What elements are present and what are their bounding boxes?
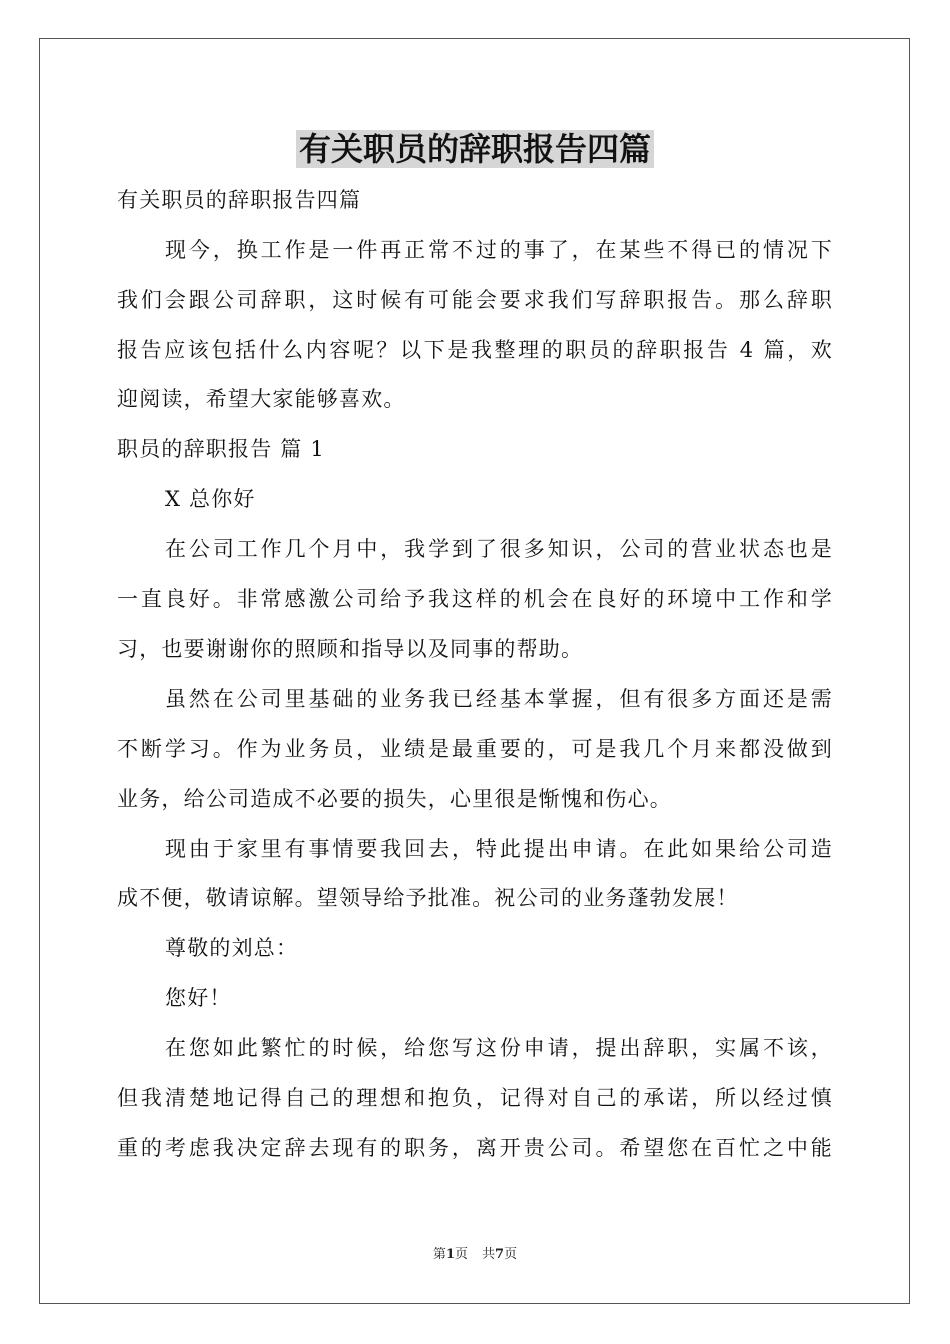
page-suffix: 页 (454, 1247, 468, 1262)
paragraph-line: 现由于家里有事情要我回去，特此提出申请。在此如果给公司造 (165, 837, 833, 861)
paragraph-line: 成不便，敬请谅解。望领导给予批准。祝公司的业务蓬勃发展！ (117, 886, 739, 910)
page-prefix: 第 (432, 1247, 446, 1262)
document-title (0, 127, 950, 171)
section-heading: 职员的辞职报告 篇 1 (117, 437, 325, 461)
paragraph-line: 现今，换工作是一件再正常不过的事了，在某些不得已的情况下 (165, 238, 833, 262)
paragraph-line: 习，也要谢谢你的照顾和指导以及同事的帮助。 (117, 637, 584, 661)
paragraph-line: 重的考虑我决定辞去现有的职务，离开贵公司。希望您在百忙之中能 (117, 1136, 833, 1160)
page-footer (0, 1246, 950, 1264)
greeting-line: 您好！ (165, 986, 232, 1010)
paragraph-line: 迎阅读，希望大家能够喜欢。 (117, 387, 406, 411)
subtitle-line: 有关职员的辞职报告四篇 (117, 188, 362, 212)
paragraph-line: 在您如此繁忙的时候，给您写这份申请，提出辞职，实属不该， (165, 1036, 833, 1060)
paragraph-line: 业务，给公司造成不必要的损失，心里很是惭愧和伤心。 (117, 787, 672, 811)
page-border (39, 38, 910, 1304)
document-title-text: 有关职员的辞职报告四篇 (296, 130, 654, 168)
paragraph-line: 但我清楚地记得自己的理想和抱负，记得对自己的承诺，所以经过慎 (117, 1086, 833, 1110)
paragraph-line: 虽然在公司里基础的业务我已经基本掌握，但有很多方面还是需 (165, 687, 833, 711)
salutation-line: 尊敬的刘总： (165, 936, 299, 960)
salutation-line: X 总你好 (165, 487, 256, 511)
total-prefix: 共 (482, 1247, 496, 1262)
total-pages-number: 7 (495, 1247, 505, 1262)
paragraph-line: 不断学习。作为业务员，业绩是最重要的，可是我几个月来都没做到 (117, 737, 833, 761)
paragraph-line: 我们会跟公司辞职，这时候有可能会要求我们写辞职报告。那么辞职 (117, 288, 833, 312)
paragraph-line: 一直良好。非常感激公司给予我这样的机会在良好的环境中工作和学 (117, 587, 833, 611)
current-page-number: 1 (445, 1247, 455, 1262)
paragraph-line: 在公司工作几个月中，我学到了很多知识，公司的营业状态也是 (165, 537, 833, 561)
total-suffix: 页 (504, 1247, 518, 1262)
paragraph-line: 报告应该包括什么内容呢？以下是我整理的职员的辞职报告 4 篇，欢 (117, 338, 833, 362)
